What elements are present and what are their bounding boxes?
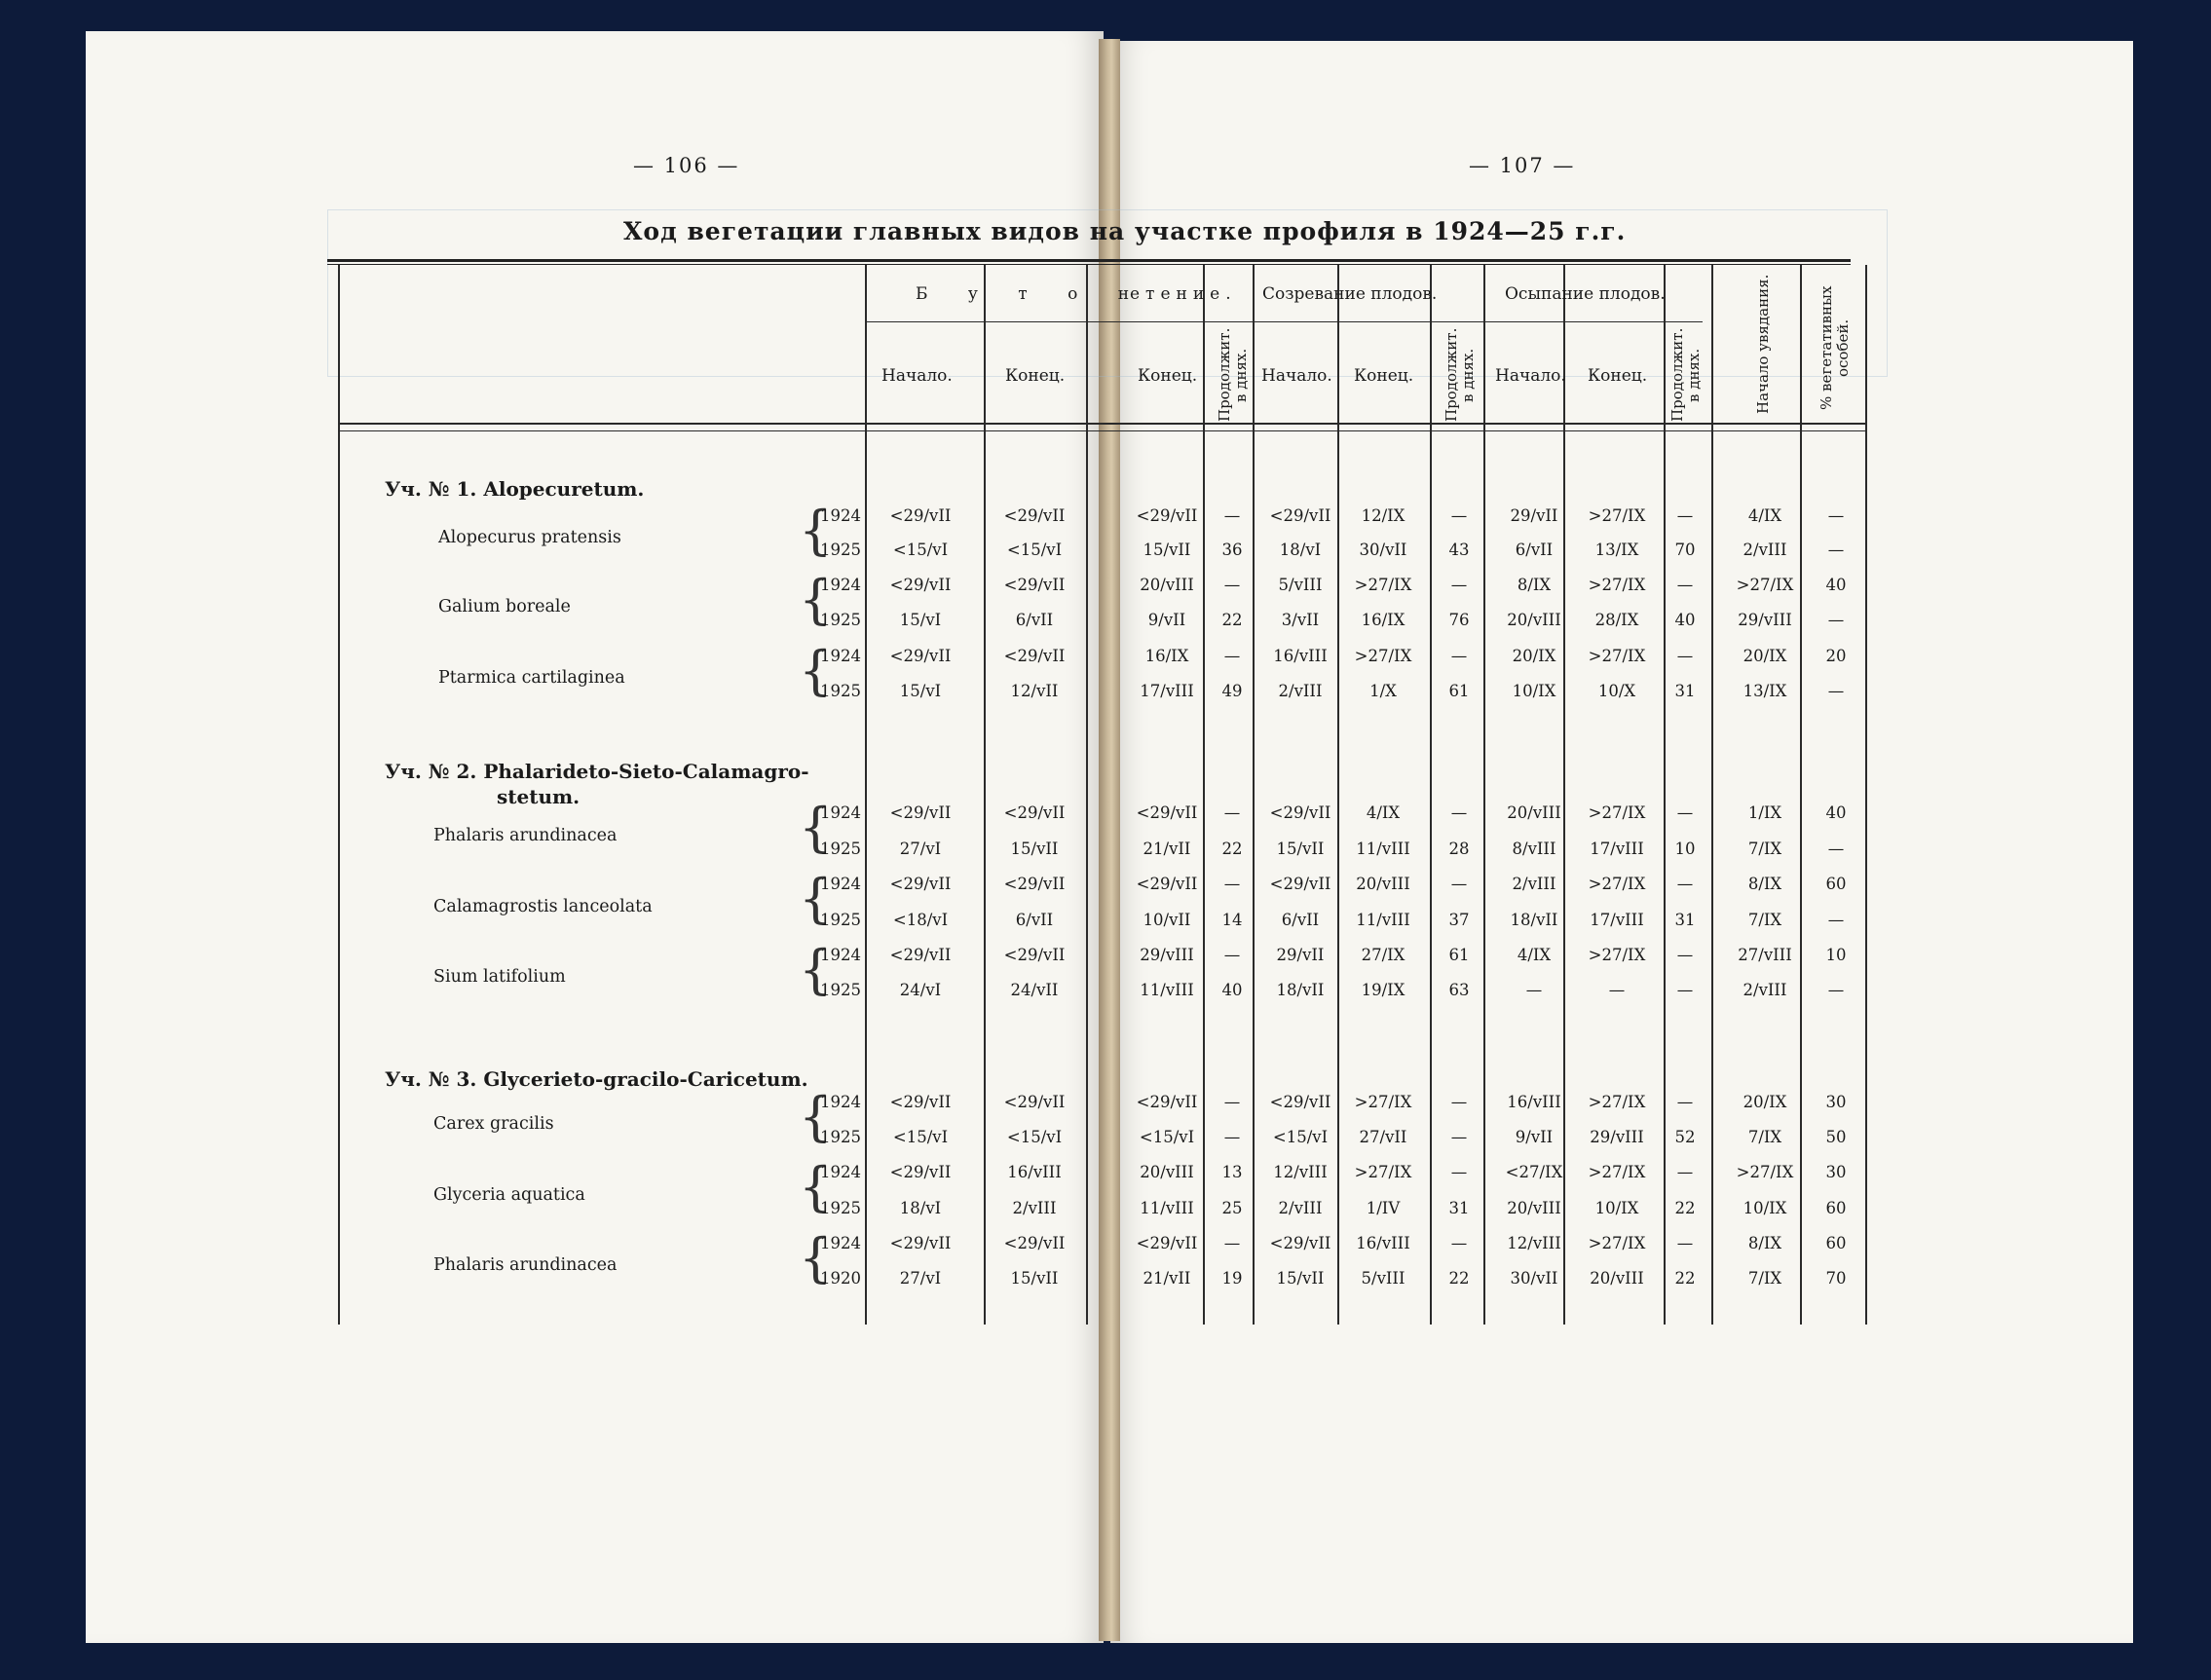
- table-cell: 4/IX: [1366, 803, 1401, 822]
- table-cell: 1/IX: [1747, 803, 1782, 822]
- table-cell: 20: [1825, 647, 1847, 665]
- table-cell: 8/IX: [1747, 875, 1782, 893]
- table-cell: —: [1223, 506, 1241, 525]
- table-cell: 15/vII: [1276, 1269, 1325, 1288]
- table-cell: 1/IV: [1366, 1199, 1401, 1217]
- table-cell: 10/IX: [1743, 1199, 1787, 1217]
- table-cell: >27/IX: [1736, 1163, 1794, 1181]
- table-cell: 37: [1448, 911, 1470, 929]
- table-cell: 15/vI: [899, 611, 942, 629]
- species-name: Ptarmica cartilaginea: [438, 668, 625, 688]
- table-cell: >27/IX: [1588, 803, 1646, 822]
- page-number-right: — 107 —: [1469, 154, 1576, 177]
- table-cell: 7/IX: [1747, 911, 1782, 929]
- table-cell: 2/vIII: [1512, 875, 1556, 893]
- table-cell: 10/vII: [1143, 911, 1191, 929]
- table-cell: 9/vII: [1515, 1128, 1554, 1146]
- table-cell: 6/vII: [1015, 611, 1054, 629]
- species-brace: {: [799, 569, 833, 630]
- header-end: Конец.: [1588, 366, 1648, 386]
- table-cell: —: [1223, 576, 1241, 594]
- table-cell: —: [1450, 1234, 1468, 1252]
- table-cell: <15/vI: [892, 1128, 949, 1146]
- table-cell: 40: [1221, 981, 1243, 999]
- year-label: 1924: [820, 875, 861, 893]
- table-cell: 20/vIII: [1140, 1163, 1194, 1181]
- table-cell: 29/vII: [1510, 506, 1558, 525]
- table-cell: 16/vIII: [1007, 1163, 1062, 1181]
- table-cell: 22: [1221, 840, 1243, 858]
- table-cell: 12/IX: [1361, 506, 1405, 525]
- header-duration: Продолжит. в днях.: [1668, 327, 1703, 422]
- table-cell: 13/IX: [1594, 541, 1639, 559]
- table-cell: <27/IX: [1505, 1163, 1563, 1181]
- table-cell: 27/vI: [899, 840, 942, 858]
- table-cell: 31: [1674, 911, 1696, 929]
- table-cell: 30/vII: [1359, 541, 1407, 559]
- table-cell: <29/vII: [1003, 576, 1066, 594]
- year-label: 1925: [820, 911, 861, 929]
- table-cell: —: [1223, 803, 1241, 822]
- table-cell: —: [1223, 946, 1241, 964]
- header-end: Конец.: [1354, 366, 1414, 386]
- table-cell: —: [1827, 911, 1845, 929]
- table-cell: —: [1450, 875, 1468, 893]
- header-veg-percent: % вегетативных особей.: [1818, 285, 1852, 411]
- header-start: Начало.: [1261, 366, 1332, 386]
- header-end: Конец.: [1005, 366, 1066, 386]
- table-cell: —: [1676, 576, 1694, 594]
- table-cell: 13: [1221, 1163, 1243, 1181]
- table-cell: 16/vIII: [1356, 1234, 1410, 1252]
- species-name: Calamagrostis lanceolata: [433, 896, 653, 916]
- table-cell: 52: [1674, 1128, 1696, 1146]
- table-cell: 27/vIII: [1738, 946, 1792, 964]
- year-label: 1924: [820, 506, 861, 525]
- table-cell: 24/vI: [899, 981, 942, 999]
- table-cell: 16/IX: [1144, 647, 1189, 665]
- year-label: 1925: [820, 541, 861, 559]
- table-cell: <29/vII: [1003, 803, 1066, 822]
- table-cell: 16/vIII: [1507, 1093, 1561, 1111]
- table-cell: 20/vIII: [1507, 611, 1561, 629]
- table-cell: 20/IX: [1512, 647, 1556, 665]
- table-cell: >27/IX: [1736, 576, 1794, 594]
- year-label: 1925: [820, 840, 861, 858]
- table-cell: 2/vIII: [1743, 981, 1787, 999]
- table-cell: <29/vII: [1003, 946, 1066, 964]
- table-cell: 30/vII: [1510, 1269, 1558, 1288]
- table-cell: 60: [1825, 875, 1847, 893]
- table-cell: 8/IX: [1517, 576, 1552, 594]
- table-cell: 15/vII: [1010, 1269, 1059, 1288]
- table-cell: 22: [1674, 1199, 1696, 1217]
- table-cell: 4/IX: [1747, 506, 1782, 525]
- table-cell: —: [1676, 1163, 1694, 1181]
- table-cell: 17/vIII: [1140, 682, 1194, 700]
- table-cell: 70: [1825, 1269, 1847, 1288]
- year-label: 1925: [820, 1199, 861, 1217]
- header-bottom-rule: [338, 423, 1865, 425]
- table-cell: 11/vIII: [1356, 840, 1410, 858]
- group-divider: [865, 321, 1703, 322]
- header-budding-left: Б у т о н: [916, 284, 1147, 304]
- species-brace: {: [799, 1156, 833, 1217]
- table-title: Ход вегетации главных видов на учaстке профиля в 1924—25 г.г.: [623, 217, 1627, 245]
- table-cell: 16/vIII: [1273, 647, 1328, 665]
- table-cell: >27/IX: [1354, 576, 1412, 594]
- table-cell: >27/IX: [1354, 1093, 1412, 1111]
- table-cell: 12/vIII: [1273, 1163, 1328, 1181]
- table-cell: —: [1676, 506, 1694, 525]
- table-cell: <29/vII: [1003, 647, 1066, 665]
- table-cell: 27/vII: [1359, 1128, 1407, 1146]
- table-cell: <29/vII: [889, 946, 952, 964]
- table-cell: >27/IX: [1588, 1234, 1646, 1252]
- table-cell: 2/vIII: [1278, 682, 1323, 700]
- table-cell: —: [1827, 506, 1845, 525]
- table-cell: 14: [1221, 911, 1243, 929]
- header-bottom-rule-2: [338, 430, 1865, 431]
- table-cell: 24/vII: [1010, 981, 1059, 999]
- table-cell: 25: [1221, 1199, 1243, 1217]
- table-cell: —: [1827, 682, 1845, 700]
- table-cell: —: [1676, 875, 1694, 893]
- species-name: Galium boreale: [438, 597, 571, 616]
- table-cell: 40: [1825, 803, 1847, 822]
- table-cell: 12/vIII: [1507, 1234, 1561, 1252]
- table-cell: >27/IX: [1588, 875, 1646, 893]
- table-cell: <15/vI: [1006, 1128, 1063, 1146]
- table-cell: <29/vII: [1136, 1093, 1198, 1111]
- table-cell: 11/vIII: [1140, 981, 1194, 999]
- table-cell: —: [1676, 803, 1694, 822]
- table-cell: 11/vIII: [1356, 911, 1410, 929]
- header-start: Начало.: [881, 366, 953, 386]
- species-brace: {: [799, 1227, 833, 1288]
- species-brace: {: [799, 868, 833, 929]
- table-cell: 20/IX: [1743, 647, 1787, 665]
- table-cell: 20/vIII: [1507, 803, 1561, 822]
- table-cell: 7/IX: [1747, 1269, 1782, 1288]
- year-label: 1925: [820, 1128, 861, 1146]
- table-cell: <15/vI: [892, 541, 949, 559]
- table-cell: —: [1223, 1234, 1241, 1252]
- table-cell: 28/IX: [1594, 611, 1639, 629]
- table-cell: —: [1827, 541, 1845, 559]
- table-cell: <29/vII: [1269, 1234, 1331, 1252]
- table-cell: 17/vIII: [1590, 911, 1644, 929]
- table-cell: 7/IX: [1747, 1128, 1782, 1146]
- section-title: Уч. № 2. Phalarideto-Sieto-Calamagro-: [385, 760, 809, 783]
- table-cell: <15/vI: [1006, 541, 1063, 559]
- table-cell: >27/IX: [1354, 647, 1412, 665]
- table-cell: 9/vII: [1147, 611, 1186, 629]
- header-flowering-right: етение.: [1130, 284, 1237, 304]
- table-cell: 20/vIII: [1140, 576, 1194, 594]
- table-cell: 20/vIII: [1590, 1269, 1644, 1288]
- table-cell: 18/vII: [1510, 911, 1558, 929]
- table-cell: 7/IX: [1747, 840, 1782, 858]
- table-cell: 61: [1448, 946, 1470, 964]
- header-duration: Продолжит. в днях.: [1443, 327, 1477, 422]
- table-cell: <29/vII: [1003, 1234, 1066, 1252]
- table-cell: 13/IX: [1743, 682, 1787, 700]
- table-cell: 15/vII: [1276, 840, 1325, 858]
- table-cell: 15/vII: [1143, 541, 1191, 559]
- table-cell: 76: [1448, 611, 1470, 629]
- table-cell: 1/X: [1369, 682, 1397, 700]
- species-name: Phalaris arundinacea: [433, 1255, 618, 1275]
- table-cell: 22: [1674, 1269, 1696, 1288]
- table-cell: >27/IX: [1588, 647, 1646, 665]
- table-cell: —: [1676, 1093, 1694, 1111]
- table-cell: <29/vII: [1136, 875, 1198, 893]
- table-cell: <29/vII: [889, 506, 952, 525]
- table-cell: 50: [1825, 1128, 1847, 1146]
- table-cell: —: [1827, 981, 1845, 999]
- table-cell: 6/vII: [1015, 911, 1054, 929]
- table-cell: 29/vIII: [1738, 611, 1792, 629]
- table-cell: 18/vI: [1279, 541, 1322, 559]
- table-cell: 5/vIII: [1278, 576, 1323, 594]
- table-cell: 11/vIII: [1140, 1199, 1194, 1217]
- table-cell: 43: [1448, 541, 1470, 559]
- table-cell: 70: [1674, 541, 1696, 559]
- year-label: 1925: [820, 981, 861, 999]
- table-cell: 6/vII: [1515, 541, 1554, 559]
- table-cell: 20/vIII: [1507, 1199, 1561, 1217]
- table-cell: 60: [1825, 1234, 1847, 1252]
- table-cell: 31: [1674, 682, 1696, 700]
- table-cell: <15/vI: [1139, 1128, 1195, 1146]
- section-title-cont: stetum.: [497, 785, 581, 808]
- table-cell: <29/vII: [1003, 875, 1066, 893]
- species-name: Sium latifolium: [433, 967, 566, 987]
- table-cell: 19/IX: [1361, 981, 1405, 999]
- table-cell: 20/IX: [1743, 1093, 1787, 1111]
- species-brace: {: [799, 797, 833, 858]
- table-cell: 31: [1448, 1199, 1470, 1217]
- species-name: Phalaris arundinacea: [433, 825, 618, 845]
- table-cell: <29/vII: [1136, 506, 1198, 525]
- table-cell: —: [1676, 647, 1694, 665]
- table-cell: —: [1450, 803, 1468, 822]
- table-cell: 18/vI: [899, 1199, 942, 1217]
- table-cell: 8/IX: [1747, 1234, 1782, 1252]
- table-cell: —: [1676, 981, 1694, 999]
- table-cell: —: [1676, 946, 1694, 964]
- table-cell: 27/IX: [1361, 946, 1405, 964]
- table-cell: 20/vIII: [1356, 875, 1410, 893]
- table-cell: 3/vII: [1281, 611, 1320, 629]
- table-cell: 40: [1674, 611, 1696, 629]
- table-cell: 28: [1448, 840, 1470, 858]
- table-cell: 22: [1221, 611, 1243, 629]
- table-cell: 60: [1825, 1199, 1847, 1217]
- table-cell: 10: [1674, 840, 1696, 858]
- table-cell: —: [1223, 647, 1241, 665]
- table-cell: —: [1608, 981, 1626, 999]
- year-label: 1925: [820, 682, 861, 700]
- table-cell: <29/vII: [889, 1093, 952, 1111]
- table-cell: 10: [1825, 946, 1847, 964]
- table-cell: —: [1450, 1163, 1468, 1181]
- table-cell: 49: [1221, 682, 1243, 700]
- year-label: 1924: [820, 1163, 861, 1181]
- title-rule: [327, 259, 1851, 262]
- table-cell: 21/vII: [1143, 840, 1191, 858]
- table-cell: 4/IX: [1517, 946, 1552, 964]
- section-title: Уч. № 3. Glycerieto-gracilo-Caricetum.: [385, 1067, 808, 1091]
- species-name: Carex gracilis: [433, 1114, 554, 1134]
- table-cell: 40: [1825, 576, 1847, 594]
- table-cell: >27/IX: [1588, 506, 1646, 525]
- species-brace: {: [799, 939, 833, 1000]
- table-cell: 6/vII: [1281, 911, 1320, 929]
- table-cell: >27/IX: [1354, 1163, 1412, 1181]
- species-brace: {: [799, 500, 833, 561]
- table-cell: <29/vII: [1003, 506, 1066, 525]
- table-cell: —: [1450, 506, 1468, 525]
- table-cell: 15/vII: [1010, 840, 1059, 858]
- table-cell: —: [1450, 576, 1468, 594]
- table-cell: 2/vIII: [1278, 1199, 1323, 1217]
- table-cell: >27/IX: [1588, 946, 1646, 964]
- species-name: Alopecurus pratensis: [438, 527, 621, 547]
- table-cell: —: [1827, 840, 1845, 858]
- table-cell: <29/vII: [889, 576, 952, 594]
- table-cell: >27/IX: [1588, 576, 1646, 594]
- table-cell: <29/vII: [1269, 875, 1331, 893]
- table-cell: 2/vIII: [1743, 541, 1787, 559]
- table-cell: <29/vII: [889, 803, 952, 822]
- table-cell: —: [1223, 875, 1241, 893]
- header-end: Конец.: [1138, 366, 1198, 386]
- page-number-left: — 106 —: [633, 154, 740, 177]
- section-title: Уч. № 1. Alopecuretum.: [385, 477, 645, 501]
- table-cell: <29/vII: [1136, 803, 1198, 822]
- table-cell: <29/vII: [1269, 1093, 1331, 1111]
- table-cell: 10/X: [1597, 682, 1636, 700]
- table-cell: 21/vII: [1143, 1269, 1191, 1288]
- table-cell: 17/vIII: [1590, 840, 1644, 858]
- table-cell: 18/vII: [1276, 981, 1325, 999]
- table-cell: 19: [1221, 1269, 1243, 1288]
- table-cell: <29/vII: [889, 1163, 952, 1181]
- table-cell: 36: [1221, 541, 1243, 559]
- header-duration: Продолжит. в днях.: [1216, 327, 1250, 422]
- table-cell: <29/vII: [889, 875, 952, 893]
- table-cell: 16/IX: [1361, 611, 1405, 629]
- table-cell: <29/vII: [889, 647, 952, 665]
- table-cell: —: [1525, 981, 1543, 999]
- table-cell: 30: [1825, 1163, 1847, 1181]
- table-cell: 10/IX: [1512, 682, 1556, 700]
- table-cell: 22: [1448, 1269, 1470, 1288]
- header-shedding: Осыпание плодов.: [1505, 284, 1666, 304]
- table-cell: 63: [1448, 981, 1470, 999]
- species-name: Glyceria aquatica: [433, 1184, 585, 1205]
- table-cell: 15/vI: [899, 682, 942, 700]
- year-label: 1925: [820, 611, 861, 629]
- table-cell: 29/vII: [1276, 946, 1325, 964]
- table-cell: —: [1450, 647, 1468, 665]
- year-label: 1924: [820, 576, 861, 594]
- table-cell: 29/vIII: [1590, 1128, 1644, 1146]
- species-brace: {: [799, 640, 833, 701]
- table-cell: <15/vI: [1272, 1128, 1329, 1146]
- table-cell: 5/vIII: [1361, 1269, 1405, 1288]
- table-cell: <29/vII: [1003, 1093, 1066, 1111]
- header-ripening: Созревание плодов.: [1262, 284, 1438, 304]
- table-cell: 27/vI: [899, 1269, 942, 1288]
- year-label: 1924: [820, 1093, 861, 1111]
- year-label: 1924: [820, 1234, 861, 1252]
- table-cell: <29/vII: [889, 1234, 952, 1252]
- header-start: Начало.: [1495, 366, 1566, 386]
- table-cell: 8/vIII: [1512, 840, 1556, 858]
- table-cell: <29/vII: [1269, 803, 1331, 822]
- title-rule-thin: [327, 264, 1851, 265]
- table-cell: 10/IX: [1594, 1199, 1639, 1217]
- table-cell: —: [1676, 1234, 1694, 1252]
- table-cell: 29/vIII: [1140, 946, 1194, 964]
- table-cell: —: [1450, 1128, 1468, 1146]
- table-cell: 2/vIII: [1012, 1199, 1057, 1217]
- table-cell: 61: [1448, 682, 1470, 700]
- year-label: 1924: [820, 647, 861, 665]
- table-cell: —: [1450, 1093, 1468, 1111]
- table-cell: >27/IX: [1588, 1163, 1646, 1181]
- table-cell: —: [1827, 611, 1845, 629]
- year-label: 1924: [820, 803, 861, 822]
- year-label: 1920: [820, 1269, 861, 1288]
- species-brace: {: [799, 1086, 833, 1147]
- table-cell: <29/vII: [1136, 1234, 1198, 1252]
- table-cell: —: [1223, 1093, 1241, 1111]
- year-label: 1924: [820, 946, 861, 964]
- table-cell: <18/vI: [892, 911, 949, 929]
- table-cell: >27/IX: [1588, 1093, 1646, 1111]
- table-cell: —: [1223, 1128, 1241, 1146]
- table-cell: 12/vII: [1010, 682, 1059, 700]
- header-wilting: Начало увядания.: [1754, 274, 1772, 414]
- table-cell: <29/vII: [1269, 506, 1331, 525]
- table-cell: 30: [1825, 1093, 1847, 1111]
